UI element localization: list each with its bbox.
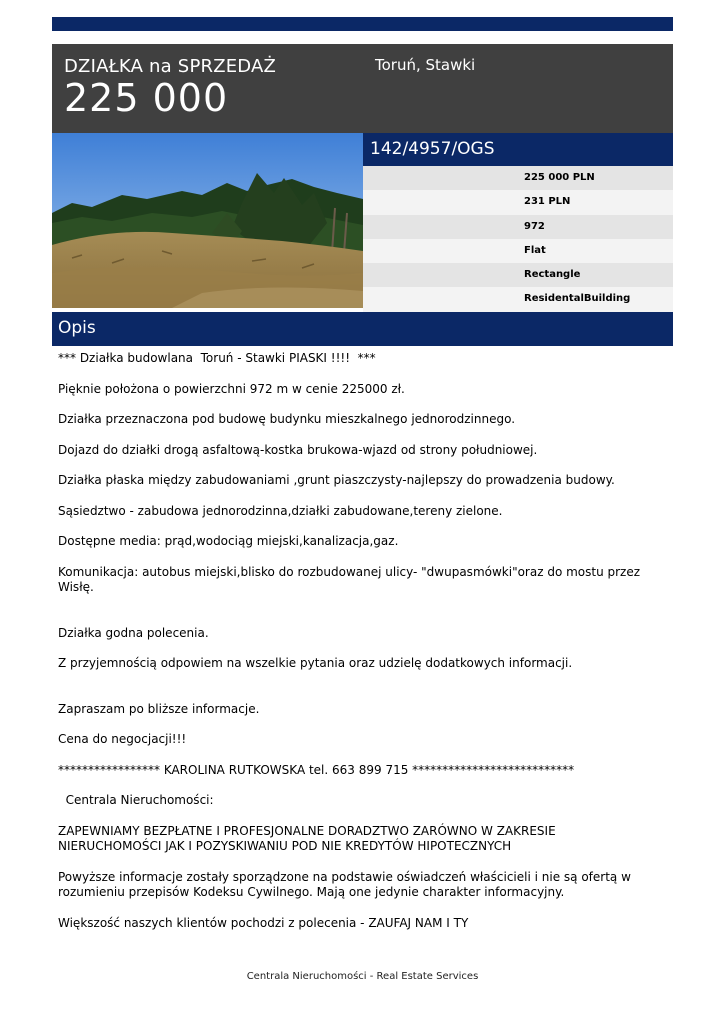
description-paragraph: Działka przeznaczona pod budowę budynku mieszkalnego jednorodzinnego. <box>58 412 516 426</box>
description-paragraph: Dostępne media: prąd,wodociąg miejski,kanalizacja,gaz. <box>58 534 399 548</box>
listing-price: 225 000 <box>64 76 229 120</box>
description-paragraph: Pięknie położona o powierzchni 972 m w cenie 225000 zł. <box>58 381 405 396</box>
param-value: 972 <box>524 220 545 232</box>
param-value: ResidentalBuilding <box>524 293 631 305</box>
listing-reference: 142/4957/OGS <box>370 139 495 159</box>
param-row-price-per-m2 <box>363 190 673 214</box>
param-value: 231 PLN <box>524 196 571 208</box>
description-paragraph: Sąsiedztwo - zabudowa jednorodzinna,działki zabudowane,tereny zielone. <box>58 503 503 518</box>
description-paragraph: Większość naszych klientów pochodzi z polecenia - ZAUFAJ NAM I TY <box>58 915 469 930</box>
description-paragraph: ZAPEWNIAMY BEZPŁATNE I PROFESJONALNE DORADZTWO ZARÓWNO W ZAKRESIE NIERUCHOMOŚCI JAK I POZYSKIWANIU POD NIE KREDYTÓW HIPOTECZNYCH <box>58 823 560 853</box>
description-paragraph: Działka płaska między zabudowaniami ,grunt piaszczysty-najlepszy do prowadzenia budowy. <box>58 473 615 487</box>
listing-location: Toruń, Stawki <box>375 56 476 74</box>
description-paragraph: Komunikacja: autobus miejski,blisko do rozbudowanej ulicy- "dwupasmówki"oraz do mostu przez Wisłę. <box>58 564 644 594</box>
description-heading-bar <box>52 312 673 346</box>
param-row-terrain <box>363 239 673 263</box>
description-body <box>58 351 658 931</box>
page-footer: Centrala Nieruchomości - Real Estate Services <box>246 971 479 982</box>
reference-bar <box>363 133 673 166</box>
param-row-shape <box>363 263 673 287</box>
agency-name: Centrala Nieruchomości: <box>58 793 214 807</box>
description-heading: Opis <box>58 318 96 338</box>
description-paragraph: Działka godna polecenia. <box>58 625 209 640</box>
agent-contact: ***************** KAROLINA RUTKOWSKA tel. 663 899 715 *************************** <box>58 762 575 777</box>
param-row-price <box>363 166 673 190</box>
listing-photo <box>52 133 363 308</box>
param-value: 225 000 PLN <box>524 172 595 183</box>
legal-disclaimer: Powyższe informacje zostały sporządzone na podstawie oświadczeń właścicieli i nie są ofertą w rozumieniu przepisów Kodeksu Cywilnego. Mają one jedynie charakter informacyjny. <box>58 869 635 899</box>
description-paragraph: Zapraszam po bliższe informacje. <box>58 701 260 716</box>
params-table <box>363 166 673 312</box>
param-value: Rectangle <box>524 269 581 281</box>
param-row-area <box>363 215 673 239</box>
description-paragraph: *** Działka budowlana Toruń - Stawki PIASKI !!!! *** <box>58 351 376 365</box>
listing-type: DZIAŁKA na SPRZEDAŻ <box>64 56 277 77</box>
description-paragraph: Dojazd do działki drogą asfaltową-kostka brukowa-wjazd od strony południowej. <box>58 442 538 457</box>
top-accent-bar <box>52 17 673 31</box>
description-paragraph: Z przyjemnością odpowiem na wszelkie pytania oraz udzielę dodatkowych informacji. <box>58 656 573 670</box>
description-paragraph: Cena do negocjacji!!! <box>58 732 187 746</box>
listing-header <box>52 44 673 133</box>
param-value: Flat <box>524 244 546 256</box>
param-row-purpose <box>363 287 673 311</box>
